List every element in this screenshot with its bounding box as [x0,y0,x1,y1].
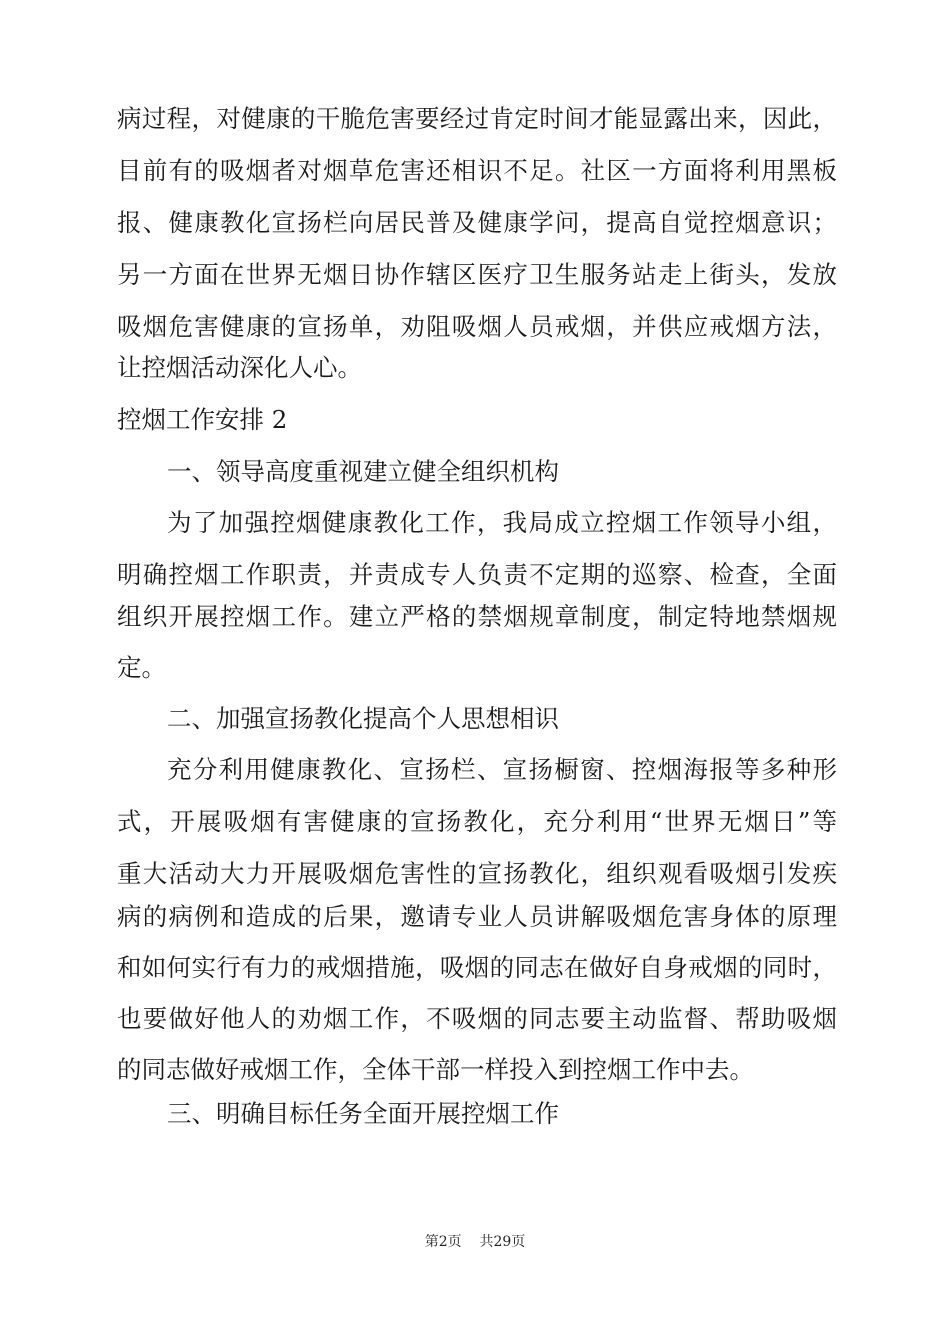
total-page-count: 共29页 [479,1234,526,1250]
paragraph-line: 组织开展控烟工作。建立严格的禁烟规章制度，制定特地禁烟规 [117,602,837,631]
paragraph-line: 也要做好他人的劝烟工作，不吸烟的同志要主动监督、帮助吸烟 [117,1004,837,1033]
paragraph-line: 的同志做好戒烟工作，全体干部一样投入到控烟工作中去。 [117,1055,754,1084]
paragraph-line: 让控烟活动深化人心。 [117,353,362,382]
paragraph-line: 充分利用健康教化、宣扬栏、宣扬橱窗、控烟海报等多种形 [167,755,837,784]
paragraph-line: 重大活动大力开展吸烟危害性的宣扬教化，组织观看吸烟引发疾 [117,859,837,888]
paragraph-line: 另一方面在世界无烟日协作辖区医疗卫生服务站走上街头，发放 [117,260,837,289]
paragraph-line: 为了加强控烟健康教化工作，我局成立控烟工作领导小组， [167,508,837,537]
section-title: 控烟工作安排 2 [117,405,288,434]
current-page-number: 第2页 [424,1234,462,1250]
section-heading: 一、领导高度重视建立健全组织机构 [167,457,559,486]
paragraph-line: 病过程，对健康的干脆危害要经过肯定时间才能显露出来，因此， [117,104,837,133]
section-heading: 三、明确目标任务全面开展控烟工作 [167,1099,559,1128]
paragraph-line: 明确控烟工作职责，并责成专人负责不定期的巡察、检查，全面 [117,560,837,589]
paragraph-line: 吸烟危害健康的宣扬单，劝阻吸烟人员戒烟，并供应戒烟方法， [117,312,837,341]
paragraph-line: 报、健康教化宣扬栏向居民普及健康学问，提高自觉控烟意识； [117,208,837,237]
paragraph-line: 定。 [117,653,166,682]
paragraph-line: 目前有的吸烟者对烟草危害还相识不足。社区一方面将利用黑板 [117,156,837,185]
page-footer [0,1232,950,1252]
paragraph-line: 式，开展吸烟有害健康的宣扬教化，充分利用“世界无烟日”等 [117,807,837,836]
footer-spacer [462,1234,480,1250]
paragraph-line: 和如何实行有力的戒烟措施，吸烟的同志在做好自身戒烟的同时， [117,953,837,982]
section-heading: 二、加强宣扬教化提高个人思想相识 [167,704,559,733]
paragraph-line: 病的病例和造成的后果，邀请专业人员讲解吸烟危害身体的原理 [117,902,837,931]
